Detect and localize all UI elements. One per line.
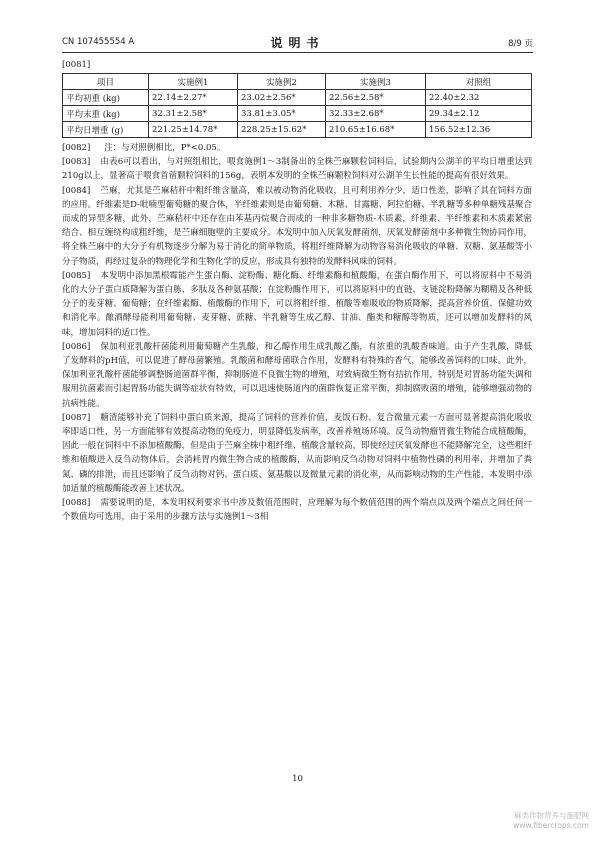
- paragraph-text: 注：与对照例相比，P*<0.05。: [104, 143, 226, 153]
- table-cell: 22.14±2.27*: [149, 90, 238, 106]
- paragraph-text: 保加利亚乳酸杆菌能利用葡萄糖产生乳酸，和乙醇作用生成乳酸乙酯，有浓重的乳酸香味道。由于产生乳酸，降低了发酵料的pH值，可以促进了酵母菌繁殖。乳酸菌和酵母菌联合作用，发酵料有特殊的香气，能够改善饲料的口味。此外，保加利亚乳酸杆菌能够调整肠道菌群平衡，抑制肠道不良微生物的增殖，对致病微生物有拮抗作用，特别是对胃肠功能失调和服用抗菌素而引起胃肠功能失调等症状有特效，可以迅速使肠道内的菌群恢复正常平衡，抑制腐败菌的增殖，能够增强动物的抗病性能。: [62, 341, 532, 409]
- table-cell: 22.40±2.32: [426, 90, 532, 106]
- watermark: [513, 811, 589, 831]
- page-number: 10: [292, 774, 303, 784]
- paragraph-text: 苎麻，尤其是苎麻秸秆中粗纤维含量高，难以被动物消化吸收，且可利用养分少，适口性差，影响了其在饲料方面的应用。纤维素是D-吡喃型葡萄糖的聚合体，半纤维素则是由葡萄糖、木糖、甘露糖、阿拉伯糖、半乳糖等多种单糖残基聚合而成的异型多糖，此外，苎麻秸秆中还存在由苯基丙烷聚合而成的一种非多糖物质-木质素，纤维素、半纤维素和木质素紧密结合、相互缠绕构成粗纤维，是苎麻细胞壁的主要成分。本发明中加入厌氧发酵菌剂，厌氧发酵菌剂中多种微生物协同作用，将全株苎麻中的大分子有机物逐步分解为易于消化的简单物质，将粗纤维降解为动物容易消化吸收的单糖、双糖、氨基酸等小分子物质，再经过复杂的物理化学和生物化学的反应，形成具有独特的发酵料风味的饲料。: [62, 185, 532, 267]
- table-cell: 228.25±15.62*: [238, 122, 326, 138]
- table-cell: 210.65±16.68*: [326, 122, 426, 138]
- table-row: [63, 122, 532, 138]
- paragraph-text: 糖渣能够补充了饲料中蛋白质来源，提高了饲料的营养价值，麦饭石粉、复合微量元素一方面可显著提高消化吸收率即适口性，另一方面能够有效提高动物的免疫力，明显降低发病率，改善养殖场环境。反刍动物瘤胃微生物能合成植酸酶，因此一般在饲料中不添加植酸酶，但是由于苎麻全株中粗纤维、植酸含量较高，即使经过厌氧发酵也不能降解完全，这些粗纤维和植酸进入反刍动物体后，会消耗胃内微生物合成的植酸酶，从而影响反刍动物对饲料中植物性磷的利用率，并增加了粪氮、磷的排泄，而且还影响了反刍动物对钙、蛋白质、氨基酸以及微量元素的消化率，从而影响动物的生产性能，本发明中添加适量的植酸酶能改善上述状况。: [62, 412, 532, 494]
- page-indicator: 8/9 页: [508, 39, 533, 49]
- paragraph-number: [0083]: [62, 157, 91, 168]
- note-paragraph: [62, 141, 532, 155]
- paragraph: [62, 155, 532, 183]
- paragraph-text: 本发明中添加黑根霉能产生蛋白酶、淀粉酶、糖化酶、纤维素酶和植酸酶，在蛋白酶作用下，可以将原料中不易消化的大分子蛋白质降解为蛋白胨、多肽及各种氨基酸；在淀粉酶作用下，可以将原料中的直链、支链淀粉降解为糊精及各种低分子的麦芽糖、葡萄糖；在纤维素酶、植酸酶的作用下，可以将粗纤维、植酸等难吸收的物质降解，提高营养价值、保健功效和消化率。酿酒酵母能利用葡萄糖、麦芽糖、蔗糖、半乳糖等生成乙醇、甘油、酯类和糖醇等物质，还可以增加发酵料的风味，增加饲料的适口性。: [62, 270, 532, 338]
- row-label: 平均初重 (kg): [63, 90, 149, 106]
- table-cell: 32.33±2.68*: [326, 106, 426, 122]
- paragraph-number: [0082]: [62, 143, 91, 153]
- paragraph: [62, 411, 532, 496]
- table-row: [63, 90, 532, 106]
- table-header: [63, 74, 532, 90]
- row-label: 平均末重 (kg): [63, 106, 149, 122]
- header-cell-control: 对照组: [426, 74, 532, 90]
- paragraph-number: [0085]: [62, 270, 91, 281]
- paragraph: [62, 269, 532, 340]
- table-cell: 33.81±3.05*: [238, 106, 326, 122]
- table-row: [63, 106, 532, 122]
- document-title: 说明书: [270, 36, 325, 50]
- page-header: [62, 34, 533, 50]
- paragraph-number: [0087]: [62, 412, 91, 423]
- patent-number: CN 107455554 A: [62, 37, 135, 47]
- table-cell: 221.25±14.78*: [149, 122, 238, 138]
- table-cell: 23.02±2.56*: [238, 90, 326, 106]
- watermark-title: 麻类作物营养与施肥网: [514, 811, 589, 820]
- table-cell: 156.52±12.36: [426, 122, 532, 138]
- paragraph-text: 由表6可以看出，与对照组相比，喂食施例1～3制备出的全株苎麻颗粒饲料后，试验期内公湖羊的平均日增重达到210g以上，显著高于喂食首蓿颗粒饲料的156g，表明本发明的全株苎麻颗粒饲料对公湖羊生长性能的提高有很好效果。: [62, 157, 532, 182]
- header-cell-example-3: 实施例3: [326, 74, 426, 90]
- header-divider: [62, 52, 533, 53]
- paragraph-text: 需要说明的是，本发明权利要求书中涉及数值范围时，应理解为每个数值范围的两个端点以及两个端点之间任何一个数值均可选用，由于采用的步骤方法与实施例1～3相: [62, 498, 532, 523]
- table-header-row: [63, 74, 532, 90]
- table-cell: 32.31±2.58*: [149, 106, 238, 122]
- results-table: [62, 73, 532, 138]
- header-cell-item: 项目: [63, 74, 149, 90]
- paragraph: [62, 496, 532, 524]
- row-label: 平均日增重 (g): [63, 122, 149, 138]
- paragraph-number: [0086]: [62, 341, 91, 352]
- paragraph: [62, 340, 532, 411]
- paragraph-number: [0084]: [62, 185, 91, 196]
- document-body: [62, 59, 532, 524]
- header-cell-example-1: 实施例1: [149, 74, 238, 90]
- paragraph-number: [0088]: [62, 498, 91, 509]
- table-cell: 29.34±2.12: [426, 106, 532, 122]
- watermark-url: www.fibercrops.com: [513, 821, 589, 830]
- header-cell-example-2: 实施例2: [238, 74, 326, 90]
- table-cell: 22.56±2.58*: [326, 90, 426, 106]
- paragraph-number: [0081]: [62, 60, 91, 70]
- paragraph: [62, 184, 532, 269]
